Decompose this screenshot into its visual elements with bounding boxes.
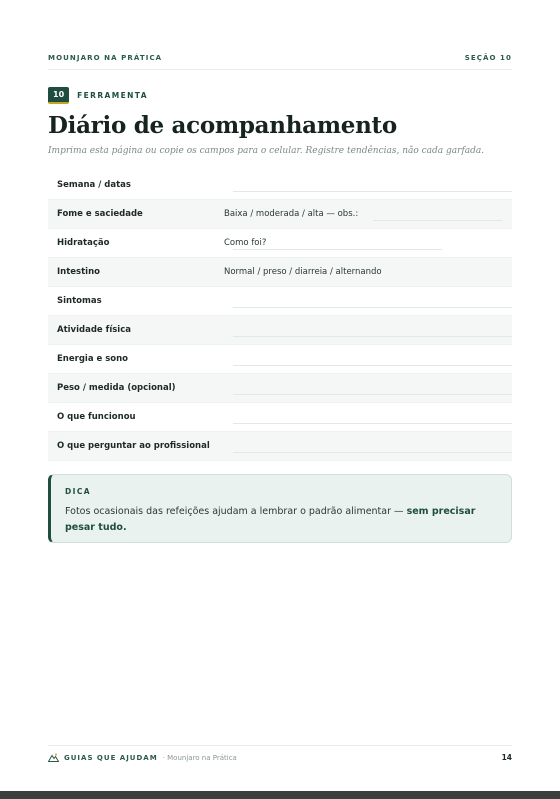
tip-title: DICA xyxy=(65,487,91,496)
mountain-logo-icon xyxy=(48,753,59,762)
row-label: Semana / datas xyxy=(57,180,131,190)
table-row xyxy=(48,316,512,345)
page-header xyxy=(48,54,512,70)
page-footer xyxy=(48,745,512,762)
row-label: Peso / medida (opcional) xyxy=(57,383,176,393)
table-row xyxy=(48,432,512,461)
table-row xyxy=(48,171,512,200)
footer-brand-group xyxy=(48,753,237,762)
write-line xyxy=(233,249,442,250)
table-row xyxy=(48,287,512,316)
table-row xyxy=(48,374,512,403)
row-label: Hidratação xyxy=(57,238,110,248)
page-number: 14 xyxy=(501,753,512,762)
row-label: Intestino xyxy=(57,267,100,277)
row-prompt: Normal / preso / diarreia / alternando xyxy=(224,267,382,277)
write-line xyxy=(233,365,512,366)
row-label: Energia e sono xyxy=(57,354,129,364)
section-category: FERRAMENTA xyxy=(77,91,148,100)
section-number-badge: 10 xyxy=(48,87,69,104)
tip-text-bold: sem precisar pesar tudo xyxy=(65,506,476,533)
row-prompt: Baixa / moderada / alta — obs.: xyxy=(224,209,359,219)
row-label: Fome e saciedade xyxy=(57,209,143,219)
row-prompt: Como foi? xyxy=(224,238,267,248)
footer-brand: GUIAS QUE AJUDAM xyxy=(64,753,158,762)
row-label: Atividade física xyxy=(57,325,131,335)
tip-callout xyxy=(48,474,512,543)
footer-book: · Mounjaro na Prática xyxy=(162,753,237,762)
page-title: Diário de acompanhamento xyxy=(48,112,397,139)
row-label: O que funcionou xyxy=(57,412,136,422)
header-book-title: MOUNJARO NA PRÁTICA xyxy=(48,54,163,62)
row-label: O que perguntar ao profissional xyxy=(57,441,210,451)
tip-text-main: Fotos ocasionais das refeições ajudam a lembrar o padrão alimentar — xyxy=(65,506,407,517)
row-label: Sintomas xyxy=(57,296,102,306)
table-row xyxy=(48,200,512,229)
write-line xyxy=(233,191,512,192)
viewer-bottom-bar xyxy=(0,791,560,799)
tip-text xyxy=(65,504,497,536)
tracking-table xyxy=(48,171,512,461)
table-row xyxy=(48,229,512,258)
page-subtitle: Imprima esta página ou copie os campos para o celular. Registre tendências, não cada garfada. xyxy=(48,146,485,156)
write-line xyxy=(233,307,512,308)
table-row xyxy=(48,403,512,432)
write-line xyxy=(233,336,512,337)
write-line xyxy=(233,452,512,453)
table-row xyxy=(48,258,512,287)
table-row xyxy=(48,345,512,374)
write-line xyxy=(373,220,502,221)
write-line xyxy=(233,423,512,424)
write-line xyxy=(233,394,512,395)
tip-text-end: . xyxy=(122,522,127,533)
header-section: SEÇÃO 10 xyxy=(464,54,512,62)
section-eyebrow xyxy=(48,87,148,104)
